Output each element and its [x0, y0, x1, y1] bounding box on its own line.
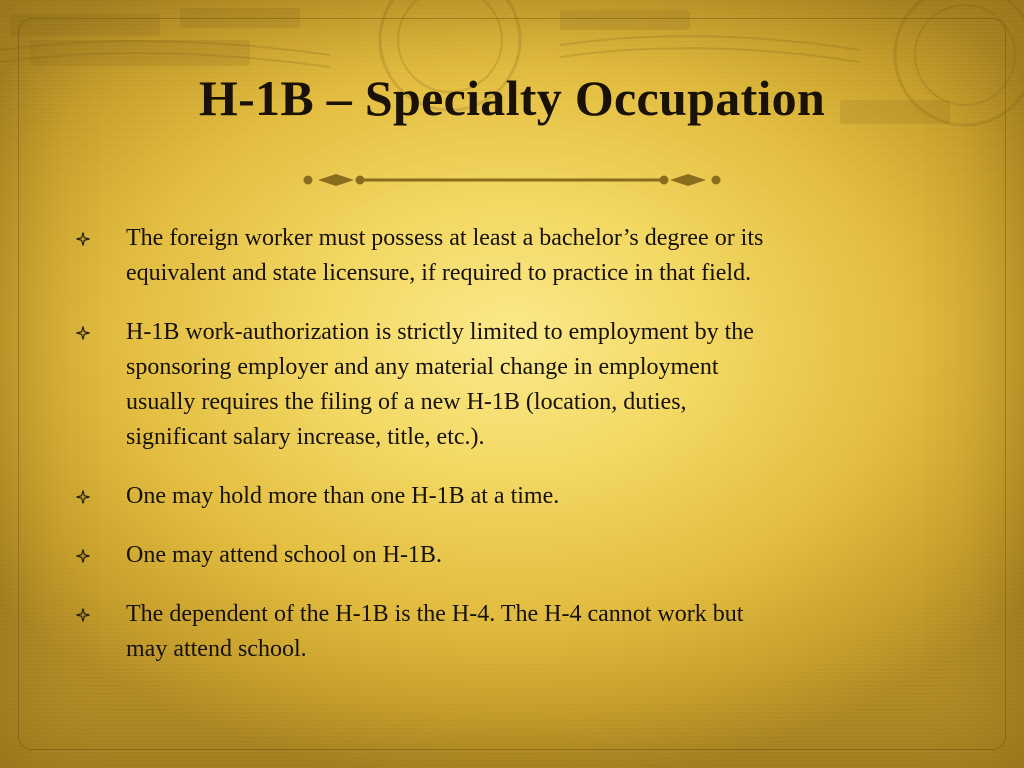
- list-item: [76, 479, 936, 514]
- four-point-star-icon: [76, 538, 126, 573]
- list-item: [76, 597, 936, 667]
- bullet-text: H-1B work-authorization is strictly limited to employment by the sponsoring employer and any material change in employment usually requires the filing of a new H-1B (location, duties, significant salary increase, title, etc.).: [126, 319, 754, 450]
- four-point-star-icon: [76, 315, 126, 350]
- four-point-star-icon: [76, 221, 126, 256]
- list-item: [76, 221, 936, 291]
- list-item: [76, 315, 936, 455]
- bullet-text: The dependent of the H-1B is the H-4. The H-4 cannot work but may attend school.: [126, 601, 744, 662]
- four-point-star-icon: [76, 479, 126, 514]
- bullet-text: The foreign worker must possess at least a bachelor’s degree or its equivalent and state licensure, if required to practice in that field.: [126, 225, 764, 286]
- four-point-star-icon: [76, 597, 126, 632]
- bullet-text: One may attend school on H-1B.: [126, 542, 442, 568]
- ornamental-divider: [298, 168, 726, 192]
- bullet-list: [76, 221, 936, 691]
- slide-title: H-1B – Specialty Occupation: [198, 70, 826, 126]
- bullet-text: One may hold more than one H-1B at a time.: [126, 483, 560, 509]
- list-item: [76, 538, 936, 573]
